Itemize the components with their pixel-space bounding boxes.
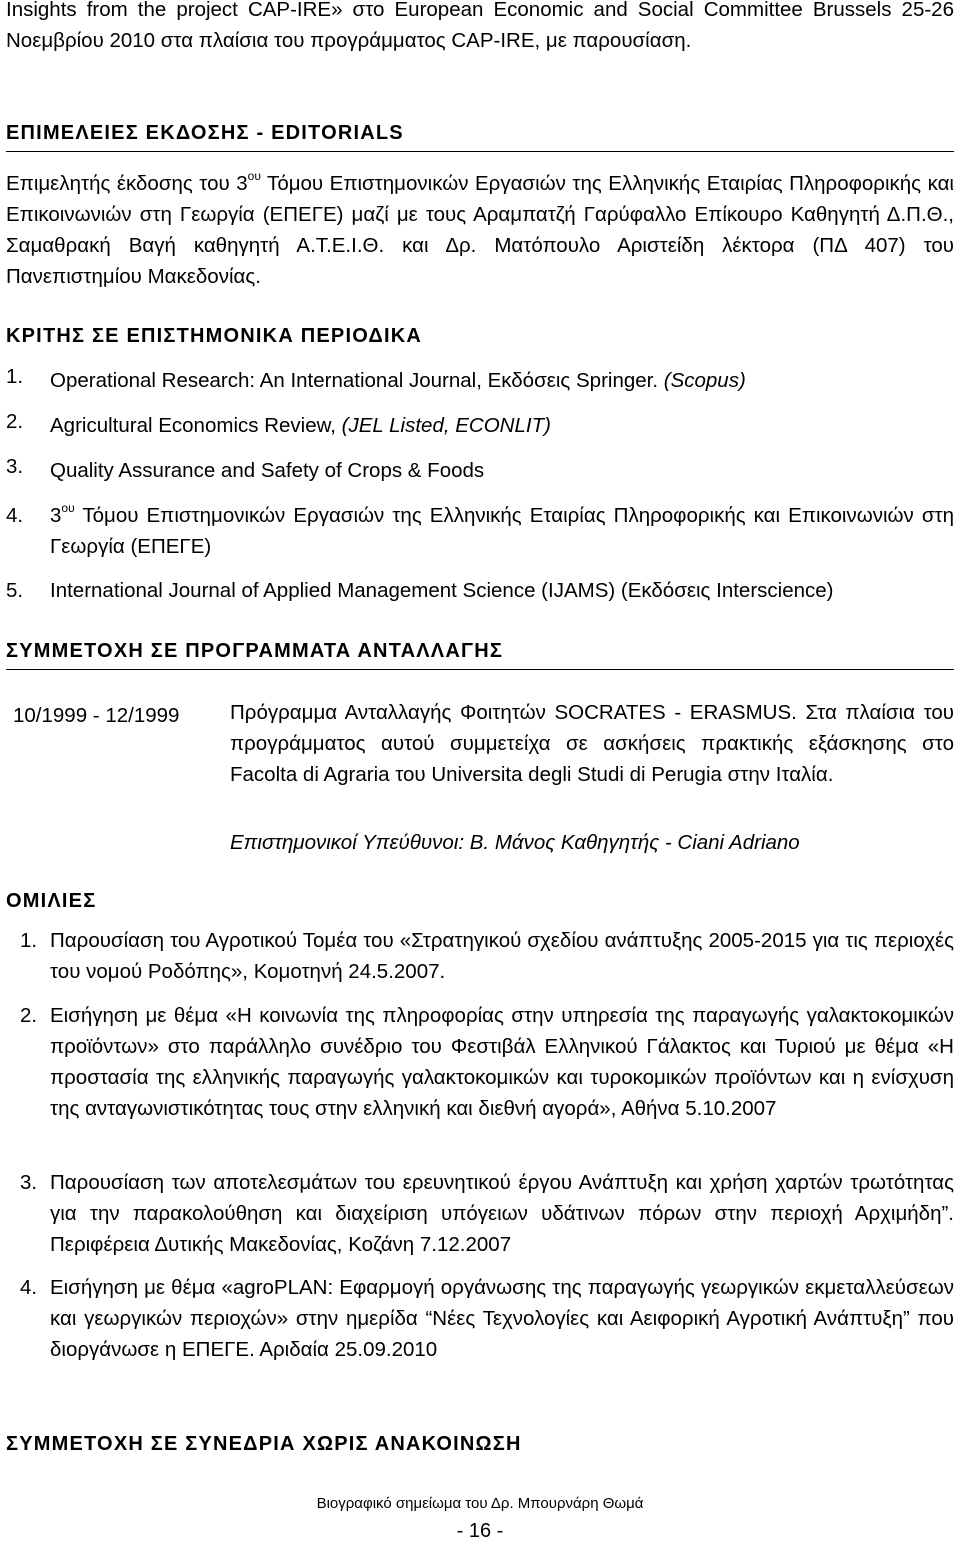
item-number: 2. <box>6 410 24 433</box>
item-number: 1. <box>6 365 24 388</box>
journal-item-1: 1. Operational Research: An International Journal, Εκδόσεις Springer. (Scopus) <box>6 365 746 392</box>
superscript: ου <box>61 501 75 516</box>
item-number: 4. <box>6 504 24 527</box>
journal-item-2: 2. Agricultural Economics Review, (JEL Listed, ECONLIT) <box>6 410 551 437</box>
exchange-heading: ΣΥΜΜΕΤΟΧΗ ΣΕ ΠΡΟΓΡΑΜΜΑΤΑ ΑΝΤΑΛΛΑΓΗΣ <box>6 640 954 670</box>
editorials-heading: ΕΠΙΜΕΛΕΙΕΣ ΕΚΔΟΣΗΣ - EDITORIALS <box>6 122 954 152</box>
item-number: 5. <box>6 579 24 602</box>
intro-paragraph: Insights from the project CAP-IRE» στο European Economic and Social Committee Brussels 25-26 Νοεμβρίου 2010 στα πλαίσια του προγράμματος CAP-IRE, με παρουσίαση. <box>6 0 954 52</box>
talk-item-1: 1. Παρουσίαση του Αγροτικού Τομέα του «Στρατηγικού σχεδίου ανάπτυξης 2005-2015 για τις περιοχές του νομού Ροδόπης», Κομοτηνή 24.5.2007. <box>6 925 954 987</box>
exchange-supervisors: Επιστημονικοί Υπεύθυνοι: Β. Μάνος Καθηγητής - Ciani Adriano <box>230 831 800 854</box>
conferences-heading: ΣΥΜΜΕΤΟΧΗ ΣΕ ΣΥΝΕΔΡΙΑ ΧΩΡΙΣ ΑΝΑΚΟΙΝΩΣΗ <box>6 1433 522 1455</box>
item-number: 3. <box>6 455 24 478</box>
editorials-paragraph: Επιμελητής έκδοσης του $3^{o\upsilon}$ Τόμου Επιστημονικών Εργασιών της Ελληνικής Εταιρίας Πληροφορικής και Επικοινωνιών στη Γεωργία (ΕΠΕΓΕ) μαζί με τους Αραμπατζή Γαρύφαλλο Επίκουρο Καθηγητή Δ.Π.Θ., Σαμαθρακή Βαγή καθηγητή Α.Τ.Ε.Ι.Θ. και Δρ. Ματόπουλο Αριστείδη λέκτορα (ΠΔ 407) του Πανεπιστημίου Μακεδονίας. <box>6 169 954 288</box>
talk-item-3: 3. Παρουσίαση των αποτελεσμάτων του ερευνητικού έργου Ανάπτυξη και χρήση χαρτών τρωτότητας για την παρακολούθηση και διαχείριση υπόγειων υδάτινων πόρων στην περιοχή Αρχιμήδη”. Περιφέρεια Δυτικής Μακεδονίας, Κοζάνη 7.12.2007 <box>6 1167 954 1260</box>
talks-heading: ΟΜΙΛΙΕΣ <box>6 890 97 912</box>
journals-heading: ΚΡΙΤΗΣ ΣΕ ΕΠΙΣΤΗΜΟΝΙΚΑ ΠΕΡΙΟΔΙΚΑ <box>6 325 423 347</box>
superscript: ου <box>247 169 261 184</box>
item-number: 3. <box>20 1171 38 1194</box>
item-number: 2. <box>20 1004 38 1027</box>
journal-item-3: 3. Quality Assurance and Safety of Crops & Foods <box>6 455 485 482</box>
journal-item-5: 5. International Journal of Applied Management Science (IJAMS) (Εκδόσεις Interscience) <box>6 575 954 606</box>
page-number: - 16 - <box>456 1520 504 1542</box>
exchange-period: 10/1999 - 12/1999 <box>13 704 180 727</box>
journal-item-4: 4. $3^{o\upsilon}$ Τόμου Επιστημονικών Εργασιών της Ελληνικής Εταιρίας Πληροφορικής και Επικοινωνιών στη Γεωργία (ΕΠΕΓΕ) <box>6 501 954 558</box>
talk-item-4: 4. Εισήγηση με θέμα «agroPLAN: Εφαρμογή οργάνωσης της παραγωγής γεωργικών εκμεταλλεύσεων και γεωργικών περιοχών» στην ημερίδα “Νέες Τεχνολογίες και Αειφορική Αγροτική Ανάπτυξη” που διοργάνωσε η ΕΠΕΓΕ. Αριδαία 25.09.2010 <box>6 1272 954 1365</box>
item-number: 4. <box>20 1276 38 1299</box>
exchange-description: Πρόγραμμα Ανταλλαγής Φοιτητών SOCRATES - ERASMUS. Στα πλαίσια του προγράμματος αυτού συμμετείχα σε ασκήσεις πρακτικής εξάσκησης στο Facolta di Agraria του Universita degli Studi di Perugia στην Ιταλία. <box>230 701 954 786</box>
footer-title: Βιογραφικό σημείωμα του Δρ. Μπουρνάρη Θωμά <box>316 1495 644 1512</box>
item-number: 1. <box>20 929 38 952</box>
talk-item-2: 2. Εισήγηση με θέμα «Η κοινωνία της πληροφορίας στην υπηρεσία της παραγωγής γαλακτοκομικών προϊόντων» στο παράλληλο συνέδριο του Φεστιβάλ Ελληνικού Γάλακτος και Τυριού με θέμα «Η προστασία της ελληνικής παραγωγής γαλακτοκομικών και τυροκομικών προϊόντων και η ενίσχυση της ανταγωνιστικότητας τους στην ελληνική και διεθνή αγορά», Αθήνα 5.10.2007 <box>6 1000 954 1124</box>
